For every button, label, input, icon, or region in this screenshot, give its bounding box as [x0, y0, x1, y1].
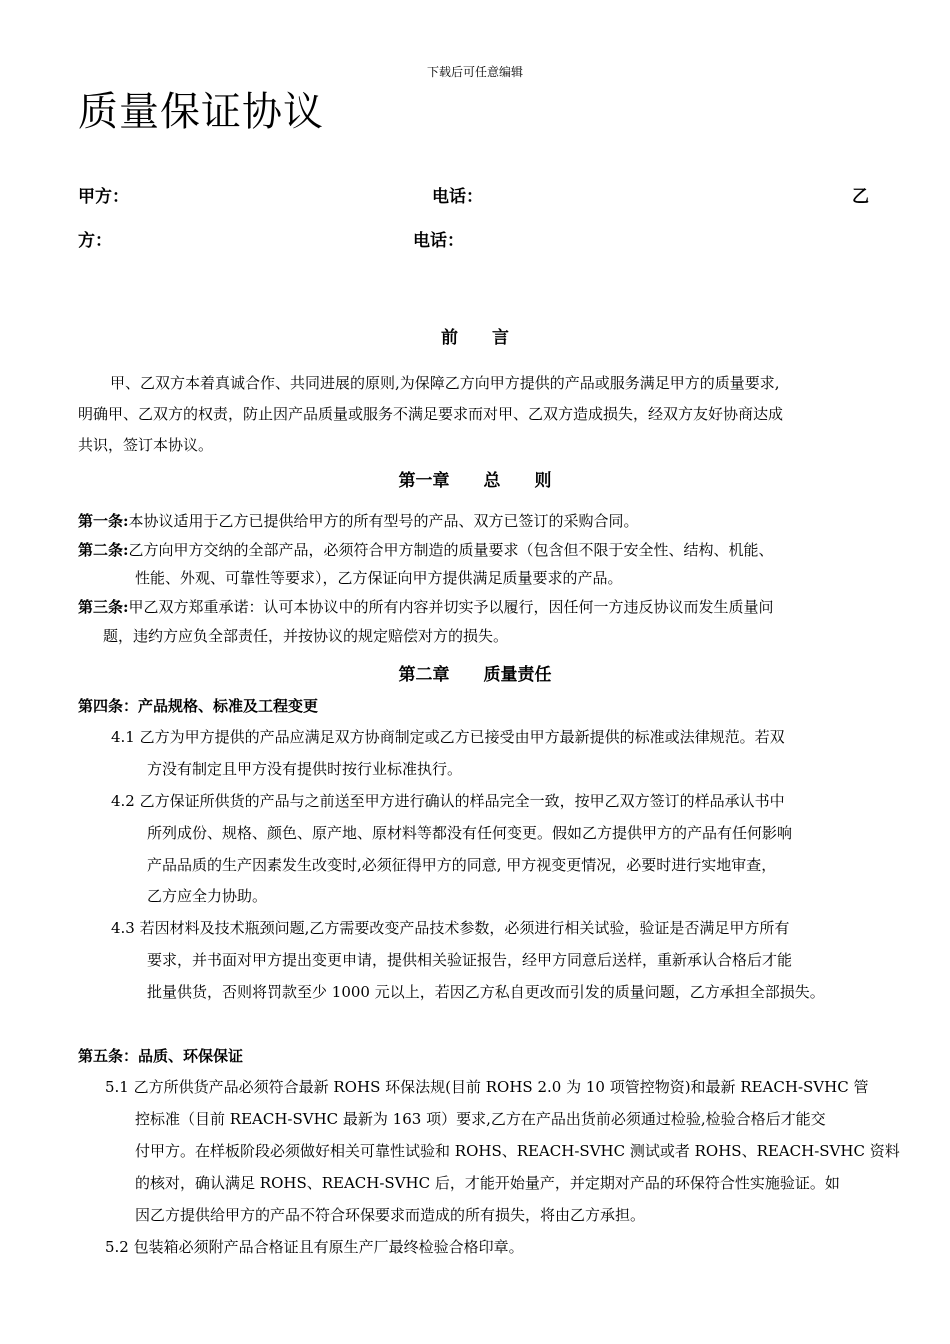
document-title: 质量保证协议 — [78, 89, 324, 135]
party-a-label: 甲方： — [78, 187, 129, 207]
item-5-1-line: 5.1 乙方所供货产品必须符合最新 ROHS 环保法规(目前 ROHS 2.0 为 10 项管控物资)和最新 REACH-SVHC 管 — [105, 1078, 869, 1096]
item-5-2-line: 5.2 包装箱必须附产品合格证且有原生产厂最终检验合格印章。 — [105, 1238, 524, 1256]
article-5-heading: 第五条：品质、环保保证 — [78, 1047, 244, 1065]
item-4-3-line: 4.3 若因材料及技术瓶颈问题,乙方需要改变产品技术参数，必须进行相关试验，验证是否满足甲方所有 — [111, 919, 790, 937]
article-text: 本协议适用于乙方已提供给甲方的所有型号的产品、双方已签订的采购合同。 — [128, 512, 639, 530]
article-text: 性能、外观、可靠性等要求），乙方保证向甲方提供满足质量要求的产品。 — [135, 569, 623, 587]
item-4-3-line: 批量供货，否则将罚款至少 1000 元以上，若因乙方私自更改而引发的质量问题，乙方承担全部损失。 — [147, 983, 825, 1001]
article-4-heading: 第四条：产品规格、标准及工程变更 — [78, 697, 319, 715]
item-4-2-line: 产品品质的生产因素发生改变时,必须征得甲方的同意, 甲方视变更情况，必要时进行实地审查， — [147, 856, 777, 874]
item-5-1-line: 因乙方提供给甲方的产品不符合环保要求而造成的所有损失，将由乙方承担。 — [135, 1206, 646, 1224]
preface-heading: 前 言 — [441, 328, 509, 348]
item-4-2-line: 乙方应全力协助。 — [147, 887, 268, 905]
article-label: 第二条: — [78, 541, 129, 559]
article-3 — [78, 597, 774, 617]
article-1 — [78, 511, 639, 531]
article-text: 甲乙双方郑重承诺：认可本协议中的所有内容并切实予以履行，因任何一方违反协议而发生质量问 — [128, 598, 774, 616]
item-5-1-line: 控标准（目前 REACH-SVHC 最新为 163 项）要求,乙方在产品出货前必须通过检验,检验合格后才能交 — [135, 1110, 826, 1128]
phone-b-label: 电话： — [413, 231, 464, 251]
chapter2-heading: 第二章 质量责任 — [398, 665, 552, 685]
item-4-1-line: 方没有制定且甲方没有提供时按行业标准执行。 — [147, 760, 463, 778]
item-5-1-line: 付甲方。在样板阶段必须做好相关可靠性试验和 ROHS、REACH-SVHC 测试或者 ROHS、REACH-SVHC 资料 — [135, 1142, 900, 1160]
article-text: 乙方向甲方交纳的全部产品，必须符合甲方制造的质量要求（包含但不限于安全性、结构、机能、 — [128, 541, 774, 559]
item-4-1-line: 4.1 乙方为甲方提供的产品应满足双方协商制定或乙方已接受由甲方最新提供的标准或法律规范。若双 — [111, 728, 785, 746]
article-2 — [78, 540, 774, 560]
item-5-1-line: 的核对，确认满足 ROHS、REACH-SVHC 后，才能开始量产，并定期对产品的环保符合性实施验证。如 — [135, 1174, 840, 1192]
preface-line: 甲、乙双方本着真诚合作、共同进展的原则,为保障乙方向甲方提供的产品或服务满足甲方的质量要求, — [110, 374, 780, 392]
party-b-label-part1: 乙 — [852, 187, 869, 207]
chapter1-heading: 第一章 总 则 — [398, 471, 552, 491]
preface-line: 明确甲、乙双方的权责，防止因产品质量或服务不满足要求而对甲、乙双方造成损失，经双方友好协商达成 — [78, 405, 784, 423]
preface-line: 共识，签订本协议。 — [78, 436, 214, 454]
item-4-3-line: 要求，并书面对甲方提出变更申请，提供相关验证报告，经甲方同意后送样，重新承认合格后才能 — [147, 951, 793, 969]
article-label: 第三条: — [78, 598, 129, 616]
item-4-2-line: 所列成份、规格、颜色、原产地、原材料等都没有任何变更。假如乙方提供甲方的产品有任何影响 — [147, 824, 793, 842]
watermark-text: 下载后可任意编辑 — [426, 65, 523, 79]
party-b-label-part2: 方： — [78, 231, 112, 251]
article-text: 题，违约方应负全部责任，并按协议的规定赔偿对方的损失。 — [103, 627, 509, 645]
item-4-2-line: 4.2 乙方保证所供货的产品与之前送至甲方进行确认的样品完全一致，按甲乙双方签订的样品承认书中 — [111, 792, 785, 810]
article-label: 第一条: — [78, 512, 129, 530]
phone-a-label: 电话： — [432, 187, 483, 207]
